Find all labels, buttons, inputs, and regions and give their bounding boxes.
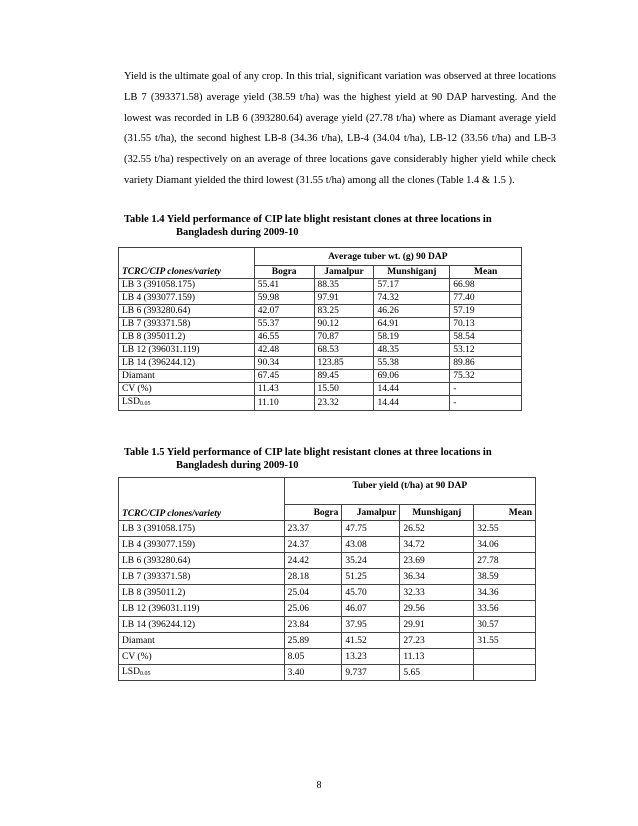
- table-1-5-col-munshiganj: Munshiganj: [400, 505, 474, 521]
- cell: 29.91: [400, 617, 474, 633]
- cell: 23.84: [284, 617, 342, 633]
- row-label: LB 3 (391058.175): [119, 521, 285, 537]
- table-1-5-caption: [124, 446, 554, 472]
- table-row: [119, 521, 536, 537]
- cell: 45.70: [342, 585, 400, 601]
- cell: 46.55: [254, 331, 314, 344]
- table-row: [119, 633, 536, 649]
- cell: 46.07: [342, 601, 400, 617]
- cell: 55.37: [254, 318, 314, 331]
- cell: 25.04: [284, 585, 342, 601]
- cell: 23.37: [284, 521, 342, 537]
- cell: 43.08: [342, 537, 400, 553]
- row-label: LB 6 (393280.64): [119, 305, 255, 318]
- table-row: [119, 383, 522, 396]
- table-1-5-col-mean: Mean: [474, 505, 536, 521]
- cell: 97.91: [314, 292, 374, 305]
- table-1-4-caption: [124, 213, 554, 239]
- cell: 26.52: [400, 521, 474, 537]
- cell: 11.43: [254, 383, 314, 396]
- page-number: 8: [316, 780, 322, 791]
- table-1-4-col-mean: Mean: [450, 266, 522, 279]
- table-row: [119, 585, 536, 601]
- cell: 83.25: [314, 305, 374, 318]
- cell: 5.65: [400, 665, 474, 681]
- cell: 64.91: [374, 318, 450, 331]
- cell: 90.34: [254, 357, 314, 370]
- lsd-label: LSD: [122, 397, 140, 407]
- cell: 68.53: [314, 344, 374, 357]
- cell: 27.78: [474, 553, 536, 569]
- table-row: [119, 357, 522, 370]
- cell: 89.86: [450, 357, 522, 370]
- cell: 23.32: [314, 396, 374, 411]
- table-1-5-caption-line2: Bangladesh during 2009-10: [176, 460, 299, 471]
- cell: 74.32: [374, 292, 450, 305]
- cell: 11.13: [400, 649, 474, 665]
- row-label: LB 6 (393280.64): [119, 553, 285, 569]
- cell: 46.26: [374, 305, 450, 318]
- cell: 34.06: [474, 537, 536, 553]
- cell: 29.56: [400, 601, 474, 617]
- cell: 69.06: [374, 370, 450, 383]
- cell: 23.69: [400, 553, 474, 569]
- row-label: Diamant: [119, 370, 255, 383]
- lsd-subscript: 0.05: [139, 401, 151, 407]
- cell: 33.56: [474, 601, 536, 617]
- cell: [474, 649, 536, 665]
- cell: 3.40: [284, 665, 342, 681]
- cell: 31.55: [474, 633, 536, 649]
- cell: [474, 665, 536, 681]
- row-label: LB 8 (395011.2): [119, 585, 285, 601]
- table-row: [119, 569, 536, 585]
- cell: 70.13: [450, 318, 522, 331]
- cell: -: [450, 383, 522, 396]
- table-1-4-group-header: Average tuber wt. (g) 90 DAP: [254, 248, 521, 266]
- table-1-4-caption-line1: Table 1.4 Yield performance of CIP late blight resistant clones at three locations in: [124, 214, 492, 225]
- cell: 9.737: [342, 665, 400, 681]
- table-1-5-col-bogra: Bogra: [284, 505, 342, 521]
- cell: 57.19: [450, 305, 522, 318]
- table-row: [119, 537, 536, 553]
- table-1-4-col-munshiganj: Munshiganj: [374, 266, 450, 279]
- cell: 25.06: [284, 601, 342, 617]
- table-1-4-caption-line2: Bangladesh during 2009-10: [176, 227, 299, 238]
- cell: 30.57: [474, 617, 536, 633]
- cell: 32.33: [400, 585, 474, 601]
- row-label: Diamant: [119, 633, 285, 649]
- table-1-4-col-jamalpur: Jamalpur: [314, 266, 374, 279]
- cell: 55.38: [374, 357, 450, 370]
- cell: 35.24: [342, 553, 400, 569]
- row-label: LB 8 (395011.2): [119, 331, 255, 344]
- table-row: [119, 292, 522, 305]
- cell: 14.44: [374, 383, 450, 396]
- cell: 67.45: [254, 370, 314, 383]
- row-label: LB 7 (393371.58): [119, 569, 285, 585]
- table-1-4: [118, 247, 522, 411]
- cell: 88.35: [314, 279, 374, 292]
- cell: 14.44: [374, 396, 450, 411]
- row-label: [119, 396, 255, 411]
- table-row: [119, 396, 522, 411]
- cell: 48.35: [374, 344, 450, 357]
- lsd-label: LSD: [122, 666, 140, 677]
- row-label: LB 14 (396244.12): [119, 357, 255, 370]
- table-row: [119, 553, 536, 569]
- cell: 38.59: [474, 569, 536, 585]
- body-paragraph: Yield is the ultimate goal of any crop. In this trial, significant variation was observed at three locations LB 7 (393371.58) average yield (38.59 t/ha) was the highest yield at 90 DAP harvesting. And the lowest was recorded in LB 6 (393280.64) average yield (27.78 t/ha) where as Diamant average yield (31.55 t/ha), the second highest LB-8 (34.36 t/ha), LB-4 (34.04 t/ha), LB-12 (33.56 t/ha) and LB-3 (32.55 t/ha) respectively on an average of three locations gave considerably higher yield while check variety Diamant yielded the third lowest (31.55 t/ha) among all the clones (Table 1.4 & 1.5 ).: [124, 71, 556, 186]
- cell: 53.12: [450, 344, 522, 357]
- cell: 27.23: [400, 633, 474, 649]
- table-row: [119, 344, 522, 357]
- cell: 77.40: [450, 292, 522, 305]
- table-1-4-col-bogra: Bogra: [254, 266, 314, 279]
- cell: 24.37: [284, 537, 342, 553]
- cell: 58.19: [374, 331, 450, 344]
- row-label: [119, 665, 285, 681]
- row-label: LB 14 (396244.12): [119, 617, 285, 633]
- cell: 34.36: [474, 585, 536, 601]
- cell: 13.23: [342, 649, 400, 665]
- cell: 28.18: [284, 569, 342, 585]
- table-row: [119, 305, 522, 318]
- row-label: LB 12 (396031.119): [119, 344, 255, 357]
- cell: 55.41: [254, 279, 314, 292]
- cell: 47.75: [342, 521, 400, 537]
- cell: 123.85: [314, 357, 374, 370]
- cell: 89.45: [314, 370, 374, 383]
- cell: 11.10: [254, 396, 314, 411]
- table-1-5-col-jamalpur: Jamalpur: [342, 505, 400, 521]
- table-row: [119, 617, 536, 633]
- cell: 58.54: [450, 331, 522, 344]
- cell: 36.34: [400, 569, 474, 585]
- cell: 42.07: [254, 305, 314, 318]
- table-1-5: [118, 477, 536, 681]
- cell: 42.48: [254, 344, 314, 357]
- row-label: LB 4 (393077.159): [119, 537, 285, 553]
- row-label: LB 4 (393077.159): [119, 292, 255, 305]
- table-1-4-row-header: TCRC/CIP clones/variety: [119, 248, 255, 279]
- table-1-5-group-header: Tuber yield (t/ha) at 90 DAP: [284, 478, 535, 505]
- cell: 41.52: [342, 633, 400, 649]
- cell: 90.12: [314, 318, 374, 331]
- lsd-subscript: 0.05: [139, 670, 151, 677]
- row-label: CV (%): [119, 649, 285, 665]
- cell: 66.98: [450, 279, 522, 292]
- cell: 59.98: [254, 292, 314, 305]
- table-row: [119, 279, 522, 292]
- table-row: [119, 665, 536, 681]
- cell: 37.95: [342, 617, 400, 633]
- cell: 70.87: [314, 331, 374, 344]
- cell: 24.42: [284, 553, 342, 569]
- cell: 75.32: [450, 370, 522, 383]
- cell: 8.05: [284, 649, 342, 665]
- cell: 51.25: [342, 569, 400, 585]
- cell: 15.50: [314, 383, 374, 396]
- table-1-5-row-header: TCRC/CIP clones/variety: [119, 478, 285, 521]
- cell: 57.17: [374, 279, 450, 292]
- table-row: [119, 318, 522, 331]
- cell: 34.72: [400, 537, 474, 553]
- cell: -: [450, 396, 522, 411]
- cell: 25.89: [284, 633, 342, 649]
- table-1-5-caption-line1: Table 1.5 Yield performance of CIP late blight resistant clones at three locations in: [124, 447, 492, 458]
- table-row: [119, 649, 536, 665]
- row-label: LB 7 (393371.58): [119, 318, 255, 331]
- table-row: [119, 601, 536, 617]
- row-label: LB 12 (396031.119): [119, 601, 285, 617]
- table-row: [119, 370, 522, 383]
- row-label: CV (%): [119, 383, 255, 396]
- row-label: LB 3 (391058.175): [119, 279, 255, 292]
- cell: 32.55: [474, 521, 536, 537]
- table-row: [119, 331, 522, 344]
